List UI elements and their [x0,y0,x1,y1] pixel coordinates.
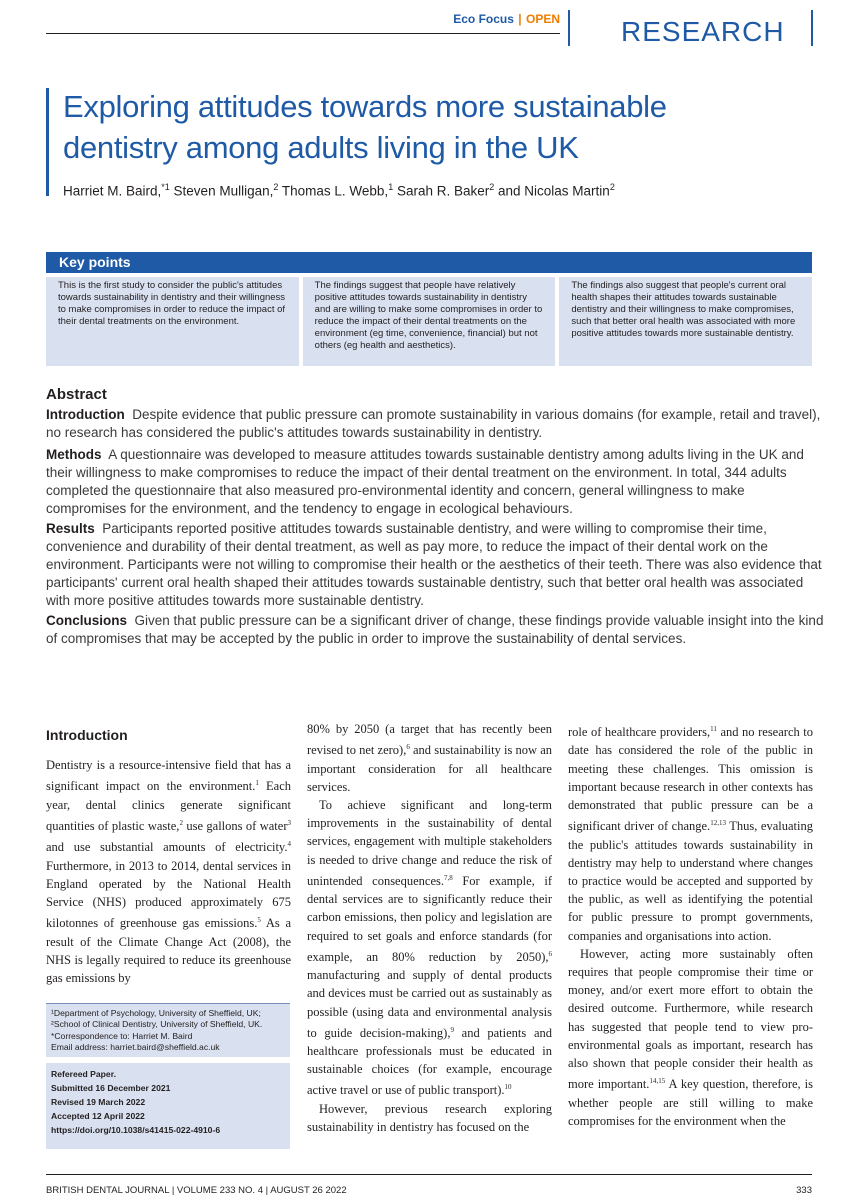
author-name: Sarah R. Baker [393,183,490,199]
citation-ref: 2 [179,818,183,827]
abstract-conclusions: Conclusions Given that public pressure can be a significant driver of change, these findings provide valuable insight into the kind of compromises that may be accepted by the public in order to improve the sustainability of dental services. [46,613,824,646]
body-column-2 [307,720,552,1136]
citation-ref: 6 [548,949,552,958]
citation-ref: 10 [504,1083,512,1092]
key-point-item: This is the first study to consider the public's attitudes towards sustainability in dentistry and their willingness to make compromises in order to reduce the impact of their dental treatments on the environment. [46,277,299,366]
affiliation: ²School of Clinical Dentistry, University of Sheffield, UK. [51,1019,263,1030]
author-name: and Nicolas Martin [494,183,610,199]
citation-ref: 11 [710,725,717,733]
author-name: Steven Mulligan, [169,183,274,199]
footer-citation: BRITISH DENTAL JOURNAL | VOLUME 233 NO. 4 | AUGUST 26 2022 [46,1185,347,1196]
article-title: Exploring attitudes towards more sustainable dentistry among adults living in the UK [63,89,667,165]
paragraph: Dentistry is a resource-intensive field that has a significant impact on the environment.$^1$ Each year, dental clinics generate significant quantities of plastic waste,$^2$ use gallons of water$^3$ and use substantial amounts of electricity.$^4$ Furthermore, in 2013 to 2014, dental services in England operated by the National Health Service (NHS) produced approximately 675 kilotonnes of greenhouse gas emissions.$^5$ As a result of the Climate Change Act (2008), the NHS is legally required to reduce its greenhouse gas emissions by [46,758,292,986]
citation-ref: 5 [257,916,261,925]
key-points-heading: Key points [46,252,812,273]
key-point-item: The findings also suggest that people's current oral health shapes their attitudes towards sustainable dentistry and their willingness to make compromises, such that better oral health was associated with more positive attitudes towards more sustainable dentistry. [559,277,812,366]
key-point-item: The findings suggest that people have relatively positive attitudes towards sustainability in dentistry and are willing to make some compromises in order to reduce the impact of their dental treatments on the environment (eg time, convenience, financial) but not others (eg health and aesthetics). [303,277,556,366]
header-rule [46,33,560,34]
affiliation: ¹Department of Psychology, University of Sheffield, UK; [51,1008,261,1018]
citation-ref: 14,15 [649,1077,666,1086]
eco-focus-label: Eco Focus | OPEN [453,12,560,26]
header-divider [568,10,570,46]
paragraph: 80% by 2050 (a target that has recently been revised to net zero),$^6$ and sustainability is now an important consideration for all healthcare services. [307,722,553,794]
author-name: Harriet M. Baird, [63,183,162,199]
citation-ref: 7,8 [443,873,453,882]
header-divider [811,10,813,46]
paragraph: role of healthcare providers,$^{11}$ and no research to date has considered the role of the public in meeting these challenges. This omission is important because research in other contexts has demonstrated that public pressure can be a significant driver of change.$^{12,13}$ Thus, evaluating the public's attitudes towards sustainability in dentistry may help to understand where changes to practice would be accepted and supported by the public, as well as identifying the potential for public pressure to prompt governments, companies and organisations into action. [568,725,814,943]
author-affiliation-ref: 2 [489,182,495,192]
author-affiliation-ref: 2 [273,182,279,192]
citation-ref: 6 [406,743,410,752]
section-label: RESEARCH [621,16,785,47]
citation-ref: 1 [255,779,259,788]
author-affiliation-ref: *1 [161,182,170,192]
abstract-introduction: Introduction Despite evidence that public pressure can promote sustainability in various domains (for example, retail and travel), no research has considered the public's attitudes towards sustainability in dentistry. [46,407,821,440]
revised-date: Revised 19 March 2022 [51,1097,146,1107]
submitted-date: Submitted 16 December 2021 [51,1083,171,1093]
email-address: Email address: harriet.baird@sheffield.ac.uk [51,1041,220,1052]
citation-ref: 12,13 [710,819,726,828]
abstract-methods: Methods A questionnaire was developed to measure attitudes towards sustainable dentistry among adults living in the UK and their willingness to make compromises to reduce the impact of their dental treatment on the environment. In total, 344 adults completed the questionnaire that also measured pro-environmental identity and concern, general willingness to make compromises for the environment, and the tendency to engage in ecological behaviours. [46,447,804,516]
title-accent-bar [46,88,49,196]
citation-ref: 4 [287,840,291,849]
paragraph: To achieve significant and long-term improvements in the sustainability of dental services, engagement with multiple stakeholders is needed to drive change and reduce the risk of unintended consequences.$^{7,8}$ For example, if dental services are to significantly reduce their carbon emissions, then policy and legislation are required to set goals and enforce standards (for example, an 80% reduction by 2050),$^6$ manufacturing and supply of dental products and devices must be carried out as sustainably as possible (using data and environmental analysis to guide decision-making),$^9$ and patients and healthcare professionals must be educated in sustainable choices (for example, encourage active travel or use of public transport).$^{10}$ [307,797,552,1098]
citation-ref: 9 [450,1025,454,1034]
doi-link[interactable]: https://doi.org/10.1038/s41415-022-4910-6 [51,1125,221,1135]
author-affiliation-ref: 2 [609,182,615,192]
page-number: 333 [796,1185,812,1196]
accepted-date: Accepted 12 April 2022 [51,1111,145,1121]
affiliations-box [46,1003,290,1057]
abstract-results: Results Participants reported positive attitudes towards sustainable dentistry, and were willing to compromise their time, convenience and durability of their dental treatment, as well as pay more, to reduce the impact of their dental work on the environment. Participants were not willing to compromise their health or the aesthetics of their teeth. There was also evidence that participants' current oral health shaped their attitudes towards sustainable dentistry, such that better oral health was associated with more positive attitudes towards more sustainable dentistry. [46,521,822,608]
refereed-label: Refereed Paper. [51,1069,116,1079]
author-name: Thomas L. Webb, [278,183,389,199]
author-list [63,182,823,199]
citation-ref: 3 [287,818,291,827]
introduction-heading: Introduction [46,727,128,743]
paragraph: However, acting more sustainably often requires that people compromise their time or money, and/or exert more effort to obtain the desired outcome. Furthermore, while research has suggested that people tend to view pro-environmental goals as important, research has also shown that people consider their health as more important.$^{14,15}$ A key question, therefore, is whether people are still willing to make compromises for the environment when the [568,946,813,1128]
refereed-box [46,1063,290,1149]
body-column-1 [46,726,291,987]
correspondence: *Correspondence to: Harriet M. Baird [51,1030,193,1041]
abstract-heading: Abstract [46,386,107,403]
footer-rule [46,1174,812,1175]
key-points-box [46,252,812,366]
paragraph: However, previous research exploring sustainability in dentistry has focused on the [307,1101,552,1135]
body-column-3 [568,720,813,1130]
author-affiliation-ref: 1 [388,182,394,192]
